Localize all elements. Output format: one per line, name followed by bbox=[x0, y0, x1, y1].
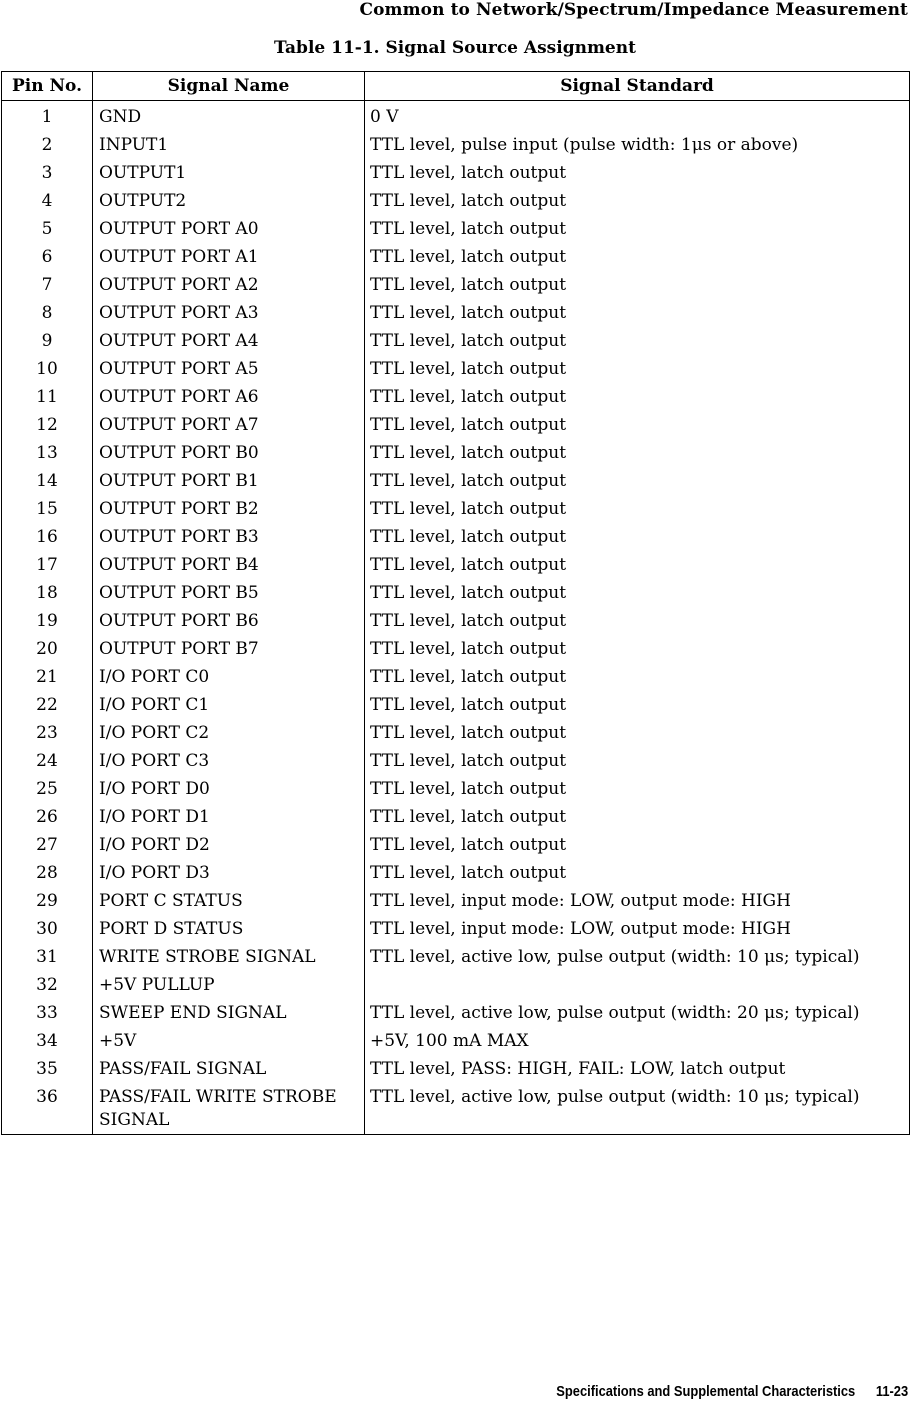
pin-number-cell: 25 bbox=[2, 775, 93, 803]
pin-number-cell: 8 bbox=[2, 299, 93, 327]
table-row bbox=[2, 101, 910, 132]
signal-standard-cell: TTL level, latch output bbox=[365, 411, 910, 439]
signal-name-cell: OUTPUT PORT B3 bbox=[93, 523, 365, 551]
signal-name-cell: OUTPUT PORT A5 bbox=[93, 355, 365, 383]
table-row bbox=[2, 635, 910, 663]
pin-number-cell: 27 bbox=[2, 831, 93, 859]
table-row bbox=[2, 971, 910, 999]
table-row bbox=[2, 187, 910, 215]
table-row bbox=[2, 131, 910, 159]
pin-number-cell: 20 bbox=[2, 635, 93, 663]
signal-name-cell: OUTPUT PORT B4 bbox=[93, 551, 365, 579]
signal-standard-cell: TTL level, latch output bbox=[365, 579, 910, 607]
pin-number-cell: 21 bbox=[2, 663, 93, 691]
signal-name-cell: I/O PORT C1 bbox=[93, 691, 365, 719]
pin-number-cell: 3 bbox=[2, 159, 93, 187]
table-row bbox=[2, 775, 910, 803]
signal-standard-cell: TTL level, latch output bbox=[365, 187, 910, 215]
signal-name-cell: I/O PORT C2 bbox=[93, 719, 365, 747]
signal-name-cell: SWEEP END SIGNAL bbox=[93, 999, 365, 1027]
signal-standard-cell: TTL level, latch output bbox=[365, 271, 910, 299]
table-row bbox=[2, 859, 910, 887]
signal-standard-cell: TTL level, latch output bbox=[365, 327, 910, 355]
table-row bbox=[2, 495, 910, 523]
signal-name-cell: PASS/FAIL WRITE STROBE SIGNAL bbox=[93, 1083, 365, 1135]
table-row bbox=[2, 551, 910, 579]
signal-standard-cell: TTL level, latch output bbox=[365, 243, 910, 271]
signal-name-cell: OUTPUT PORT B0 bbox=[93, 439, 365, 467]
table-row bbox=[2, 383, 910, 411]
pin-number-cell: 34 bbox=[2, 1027, 93, 1055]
signal-standard-cell: TTL level, PASS: HIGH, FAIL: LOW, latch output bbox=[365, 1055, 910, 1083]
signal-standard-cell: TTL level, latch output bbox=[365, 635, 910, 663]
table-body bbox=[2, 101, 910, 1135]
signal-name-cell: OUTPUT1 bbox=[93, 159, 365, 187]
pin-number-cell: 28 bbox=[2, 859, 93, 887]
table-row bbox=[2, 607, 910, 635]
signal-name-cell: PASS/FAIL SIGNAL bbox=[93, 1055, 365, 1083]
table-row bbox=[2, 215, 910, 243]
pin-number-cell: 18 bbox=[2, 579, 93, 607]
signal-name-cell: OUTPUT PORT A7 bbox=[93, 411, 365, 439]
signal-name-cell: OUTPUT PORT A3 bbox=[93, 299, 365, 327]
table-row bbox=[2, 523, 910, 551]
signal-name-cell: I/O PORT D0 bbox=[93, 775, 365, 803]
signal-name-cell: I/O PORT C0 bbox=[93, 663, 365, 691]
pin-number-cell: 11 bbox=[2, 383, 93, 411]
signal-standard-cell: TTL level, latch output bbox=[365, 691, 910, 719]
table-row bbox=[2, 943, 910, 971]
signal-standard-cell: TTL level, latch output bbox=[365, 663, 910, 691]
table-row bbox=[2, 803, 910, 831]
signal-name-cell: OUTPUT2 bbox=[93, 187, 365, 215]
pin-number-cell: 6 bbox=[2, 243, 93, 271]
signal-standard-cell: TTL level, latch output bbox=[365, 439, 910, 467]
signal-name-cell: PORT D STATUS bbox=[93, 915, 365, 943]
signal-name-cell: OUTPUT PORT A6 bbox=[93, 383, 365, 411]
signal-name-cell: OUTPUT PORT A1 bbox=[93, 243, 365, 271]
table-row bbox=[2, 663, 910, 691]
table-row bbox=[2, 299, 910, 327]
signal-name-cell: PORT C STATUS bbox=[93, 887, 365, 915]
pin-number-cell: 29 bbox=[2, 887, 93, 915]
signal-name-cell: I/O PORT D2 bbox=[93, 831, 365, 859]
pin-number-cell: 23 bbox=[2, 719, 93, 747]
signal-name-cell: OUTPUT PORT A4 bbox=[93, 327, 365, 355]
pin-number-cell: 15 bbox=[2, 495, 93, 523]
pin-number-cell: 33 bbox=[2, 999, 93, 1027]
signal-name-cell: OUTPUT PORT B7 bbox=[93, 635, 365, 663]
table-row bbox=[2, 355, 910, 383]
signal-name-cell: +5V PULLUP bbox=[93, 971, 365, 999]
column-header-pin: Pin No. bbox=[2, 72, 93, 101]
signal-standard-cell: TTL level, latch output bbox=[365, 775, 910, 803]
signal-name-cell: OUTPUT PORT B5 bbox=[93, 579, 365, 607]
running-header: Common to Network/Spectrum/Impedance Measurement bbox=[359, 0, 908, 20]
table-row bbox=[2, 1055, 910, 1083]
signal-name-cell: OUTPUT PORT B1 bbox=[93, 467, 365, 495]
signal-standard-cell: TTL level, input mode: LOW, output mode: HIGH bbox=[365, 915, 910, 943]
signal-name-cell: I/O PORT D1 bbox=[93, 803, 365, 831]
signal-source-table bbox=[1, 71, 910, 1135]
signal-standard-cell: 0 V bbox=[365, 101, 910, 132]
footer-section-title: Specifications and Supplemental Characteristics bbox=[556, 1383, 856, 1400]
signal-name-cell: INPUT1 bbox=[93, 131, 365, 159]
signal-name-cell: I/O PORT D3 bbox=[93, 859, 365, 887]
signal-name-cell: OUTPUT PORT A0 bbox=[93, 215, 365, 243]
table-header-row bbox=[2, 72, 910, 101]
pin-number-cell: 14 bbox=[2, 467, 93, 495]
signal-name-cell: OUTPUT PORT B6 bbox=[93, 607, 365, 635]
table-row bbox=[2, 719, 910, 747]
signal-standard-cell: TTL level, latch output bbox=[365, 719, 910, 747]
pin-number-cell: 22 bbox=[2, 691, 93, 719]
table-caption: Table 11-1. Signal Source Assignment bbox=[274, 38, 636, 58]
signal-standard-cell: TTL level, latch output bbox=[365, 495, 910, 523]
signal-standard-cell: TTL level, active low, pulse output (width: 10 μs; typical) bbox=[365, 943, 910, 971]
signal-standard-cell: TTL level, active low, pulse output (width: 20 μs; typical) bbox=[365, 999, 910, 1027]
table-row bbox=[2, 411, 910, 439]
page-footer bbox=[556, 1383, 908, 1401]
pin-number-cell: 4 bbox=[2, 187, 93, 215]
signal-standard-cell: TTL level, latch output bbox=[365, 607, 910, 635]
signal-standard-cell: TTL level, latch output bbox=[365, 551, 910, 579]
table-row bbox=[2, 243, 910, 271]
signal-standard-cell: TTL level, latch output bbox=[365, 859, 910, 887]
signal-standard-cell: TTL level, latch output bbox=[365, 747, 910, 775]
pin-number-cell: 1 bbox=[2, 101, 93, 132]
signal-name-cell: OUTPUT PORT B2 bbox=[93, 495, 365, 523]
signal-name-cell: WRITE STROBE SIGNAL bbox=[93, 943, 365, 971]
pin-number-cell: 35 bbox=[2, 1055, 93, 1083]
table-row bbox=[2, 579, 910, 607]
table-row bbox=[2, 747, 910, 775]
pin-number-cell: 5 bbox=[2, 215, 93, 243]
pin-number-cell: 2 bbox=[2, 131, 93, 159]
pin-number-cell: 26 bbox=[2, 803, 93, 831]
signal-standard-cell: TTL level, latch output bbox=[365, 831, 910, 859]
signal-standard-cell: TTL level, active low, pulse output (width: 10 μs; typical) bbox=[365, 1083, 910, 1135]
pin-number-cell: 19 bbox=[2, 607, 93, 635]
table-row bbox=[2, 1083, 910, 1135]
signal-standard-cell: TTL level, latch output bbox=[365, 299, 910, 327]
pin-number-cell: 36 bbox=[2, 1083, 93, 1135]
pin-number-cell: 17 bbox=[2, 551, 93, 579]
pin-number-cell: 12 bbox=[2, 411, 93, 439]
signal-name-cell: +5V bbox=[93, 1027, 365, 1055]
pin-number-cell: 30 bbox=[2, 915, 93, 943]
signal-name-cell: I/O PORT C3 bbox=[93, 747, 365, 775]
pin-number-cell: 24 bbox=[2, 747, 93, 775]
signal-standard-cell: TTL level, latch output bbox=[365, 523, 910, 551]
signal-standard-cell: TTL level, latch output bbox=[365, 383, 910, 411]
signal-name-cell: GND bbox=[93, 101, 365, 132]
signal-name-cell: OUTPUT PORT A2 bbox=[93, 271, 365, 299]
pin-number-cell: 32 bbox=[2, 971, 93, 999]
signal-standard-cell: TTL level, latch output bbox=[365, 803, 910, 831]
table-row bbox=[2, 327, 910, 355]
signal-standard-cell: TTL level, latch output bbox=[365, 355, 910, 383]
signal-standard-cell: TTL level, latch output bbox=[365, 159, 910, 187]
footer-page-number: 11-23 bbox=[875, 1383, 908, 1400]
pin-number-cell: 7 bbox=[2, 271, 93, 299]
table-row bbox=[2, 1027, 910, 1055]
signal-standard-cell: TTL level, pulse input (pulse width: 1μs or above) bbox=[365, 131, 910, 159]
column-header-signal-standard: Signal Standard bbox=[365, 72, 910, 101]
pin-number-cell: 16 bbox=[2, 523, 93, 551]
pin-number-cell: 31 bbox=[2, 943, 93, 971]
signal-standard-cell: TTL level, latch output bbox=[365, 215, 910, 243]
column-header-signal-name: Signal Name bbox=[93, 72, 365, 101]
signal-standard-cell bbox=[365, 971, 910, 999]
table-row bbox=[2, 467, 910, 495]
signal-standard-cell: TTL level, latch output bbox=[365, 467, 910, 495]
pin-number-cell: 9 bbox=[2, 327, 93, 355]
signal-standard-cell: TTL level, input mode: LOW, output mode: HIGH bbox=[365, 887, 910, 915]
table-row bbox=[2, 159, 910, 187]
table-row bbox=[2, 915, 910, 943]
table-row bbox=[2, 439, 910, 467]
table-row bbox=[2, 999, 910, 1027]
pin-number-cell: 10 bbox=[2, 355, 93, 383]
table-row bbox=[2, 691, 910, 719]
table-row bbox=[2, 887, 910, 915]
pin-number-cell: 13 bbox=[2, 439, 93, 467]
table-row bbox=[2, 831, 910, 859]
table-row bbox=[2, 271, 910, 299]
signal-standard-cell: +5V, 100 mA MAX bbox=[365, 1027, 910, 1055]
